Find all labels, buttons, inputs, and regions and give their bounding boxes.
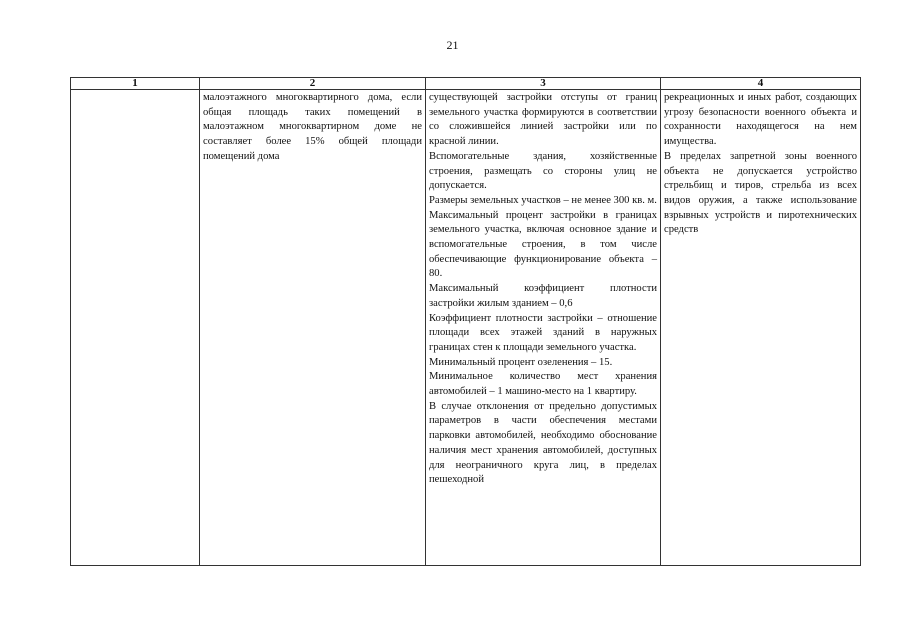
col3-paragraph-parking-deviation: В случае отклонения от предельно допустимых параметров в части обеспечения местами парковки автомобилей, необходимо обоснование наличия мест хранения автомобилей, доступных для неограничного круга лиц, в пределах пешеходной	[429, 400, 657, 486]
column-header-3: 3	[426, 78, 661, 90]
column-header-1: 1	[71, 78, 200, 90]
col3-paragraph-lot-size: Размеры земельных участков – не менее 300 кв. м.	[429, 194, 657, 206]
column-header-4: 4	[661, 78, 861, 90]
col3-paragraph-parking-min: Минимальное количество мест хранения автомобилей – 1 машино-место на 1 квартиру.	[429, 371, 657, 398]
cell-col2	[200, 90, 426, 566]
table-header-row	[71, 78, 861, 90]
col2-paragraph: малоэтажного многоквартирного дома, если общая площадь таких помещений в малоэтажном многоквартирном доме не составляет более 15% общей площади помещений дома	[203, 92, 422, 162]
col3-paragraph-auxiliary: Вспомогательные здания, хозяйственные строения, размещать со стороны улиц не допускается.	[429, 150, 657, 192]
cell-col1	[71, 90, 200, 566]
cell-col4	[661, 90, 861, 566]
regulations-table	[70, 77, 861, 566]
col3-paragraph-density-definition: Коэффициент плотности застройки – отношение площади всех этажей зданий в наружных границах стен к площади земельного участка.	[429, 312, 657, 353]
col4-paragraph-works: рекреационных и иных работ, создающих угрозу безопасности военного объекта и сохранности находящегося на нем имущества.	[664, 92, 857, 148]
page-number: 21	[446, 38, 459, 52]
col3-paragraph-density-coeff: Максимальный коэффициент плотности застройки жилым зданием – 0,6	[429, 283, 657, 309]
column-header-2: 2	[200, 78, 426, 90]
col3-paragraph-greenery: Минимальный процент озеленения – 15.	[429, 356, 613, 368]
table-row	[71, 90, 861, 566]
col3-paragraph-max-coverage: Максимальный процент застройки в границах земельного участка, включая основное здание и вспомогательные строения, в том числе обеспечивающие функционирование объекта – 80.	[429, 209, 657, 280]
cell-col3	[426, 90, 661, 566]
col3-paragraph-setbacks: существующей застройки отступы от границ земельного участка формируются в соответствии со сложившейся линией застройки или по красной линии.	[429, 92, 657, 148]
col4-paragraph-restricted-zone: В пределах запретной зоны военного объекта не допускается устройство стрельбищ и тиров, стрельба из всех видов оружия, а также использование взрывных устройств и пиротехнических средств	[664, 150, 857, 236]
